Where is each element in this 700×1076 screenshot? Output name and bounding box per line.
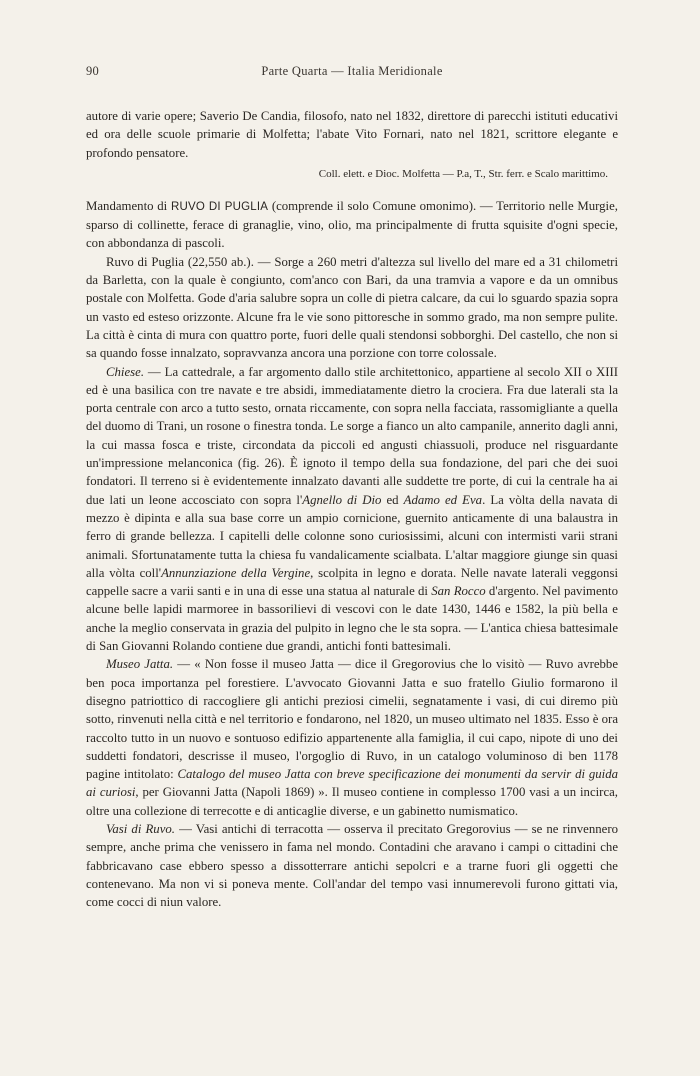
chiese-italic-agnello: Agnello di Dio xyxy=(302,492,382,507)
paragraph-chiese xyxy=(86,363,618,656)
paragraph-notable-people: autore di varie opere; Saverio De Candia, filosofo, nato nel 1832, direttore di parecchi istituti educativi ed ora delle scuole primarie di Molfetta; l'abate Vito Fornari, nato nel 1821, scrittore elegante e profondo pensatore. xyxy=(86,109,618,160)
chiese-italic-adamo: Adamo ed Eva xyxy=(403,492,483,507)
chiese-text-1: — La cattedrale, a far argomento dallo stile architettonico, appartiene al secolo XII o XIII ed è una basilica con tre navate e tre absidi, immediatamente dietro la crociera. Fra due laterali sta la porta centrale con arco a tutto sesto, ornata riccamente, con sopra nella facciata, rassomigliante a quella del duomo di Trani, un rosone o finestra tonda. Le sorge a fianco un alto campanile, annerito dagli anni, la cui massa fosca e triste, circondata da piccoli ed angusti chiassuoli, produce nel risguardante un'impressione melanconica (fig. 26). È ignoto il tempo della sua fondazione, del pari che dei suoi fondatori. Il terreno si è evidentemente innalzato davanti alle suddette tre porte, di cui la centrale ha ai due lati un leone accosciato con sopra l' xyxy=(86,364,618,507)
chiese-text-4: , scolpita in legno e dorata. Nelle navate laterali veggonsi cappelle sacre a varii santi e in una di esse una statua al naturale di xyxy=(86,565,618,599)
mandamento-lead: Mandamento di xyxy=(86,198,171,213)
museo-italic-catalogo: Catalogo del museo Jatta con breve specificazione dei monumenti da servir di guida ai curiosi xyxy=(86,767,618,800)
running-head xyxy=(86,64,618,82)
chiese-text-5: d'argento. Nel pavimento alcune belle lapidi marmoree in bassorilievi di vescovi con le date 1430, 1446 e 1582, la più bella e anche la meglio conservata in grazia del pulpito in legno che le sta sopra. — L'antica chiesa battesimale di San Giovanni Rolando contiene due grandi, antichi fonti battesimali. xyxy=(86,584,618,654)
paragraph-vasi-di-ruvo xyxy=(86,820,618,911)
chiese-italic-annunziazione: Annunziazione della Vergine xyxy=(161,565,311,580)
section-heading-vasi: Vasi di Ruvo. xyxy=(106,821,175,836)
page-number: 90 xyxy=(86,64,100,78)
chiese-text-2: ed xyxy=(381,492,404,507)
electoral-info-line: Coll. elett. e Dioc. Molfetta — P.a, T., Str. ferr. e Scalo marittimo. xyxy=(318,167,608,180)
body-text xyxy=(86,107,618,911)
chiese-italic-san-rocco: San Rocco xyxy=(431,584,486,599)
paragraph-ruvo-town: Ruvo di Puglia (22,550 ab.). — Sorge a 260 metri d'altezza sul livello del mare ed a 31 chilometri da Barletta, con la quale è congiunto, com'anco con Bari, da una tramvia a vapore e da un omnibus postale con Molfetta. Gode d'aria salubre sopra un colle di pietra calcare, da cui lo sguardo spazia sopra un vasto ed esteso orizzonte. Alcune fra le vie sono pittoresche in sommo grado, ma non sempre pulite. La città è cinta di mura con quattro porte, fuori delle quali stendonsi sobborghi. Del castello, che non si sa quando fosse innalzato, sopravvanza ancora una porzione con torre colossale. xyxy=(86,254,618,361)
museo-text-2: , per Giovanni Jatta (Napoli 1869) ». Il museo contiene in complesso 1700 vasi a un incirca, oltre una collezione di terrecotte e di anticaglie diverse, e un gabinetto numismatico. xyxy=(86,785,618,818)
museo-text-1: — « Non fosse il museo Jatta — dice il Gregorovius che lo visitò — Ruvo avrebbe ben poca importanza pel forestiere. L'avvocato Giovanni Jatta e suo fratello Giulio formarono il disegno patriottico di raccogliere gli antichi preziosi cimelii, segnatamente i vasi, di cui diremo più sotto, rinvenuti nella città e nel territorio e fondarono, nel 1820, un museo ultimato nel 1835. Esso è ora raccolto tutto in un nuovo e sontuoso edifizio appartenente alla famiglia, il cui capo, nipote di uno dei suddetti fondatori, descrisse il museo, l'orgoglio di Ruvo, in un catalogo voluminoso di ben 1178 pagine intitolato: xyxy=(86,657,619,782)
paragraph-mandamento xyxy=(86,197,618,253)
section-heading-chiese: Chiese. xyxy=(106,364,145,379)
mandamento-description: (comprende il solo Comune omonimo). — Territorio nelle Murgie, sparso di collinette, ferace di granaglie, vino, olio, ma principalmente di frutta squisite d'ogni specie, con abbondanza di pascoli. xyxy=(86,198,618,251)
running-head-title: Parte Quarta — Italia Meridionale xyxy=(261,64,443,78)
mandamento-name: RUVO DI PUGLIA xyxy=(170,200,269,213)
chiese-text-3: . La vòlta della navata di mezzo è dipinta e alla sua base corre un ampio cornicione, guernito anticamente di una balaustra in ferro di grande bellezza. I capitelli delle colonne sono curiosissimi, alcuni con intermisti varii strani animali. Sfortunatamente tutta la chiesa fu vandalicamente scialbata. L'altar maggiore giunge sin quasi alla vòlta coll' xyxy=(86,492,618,580)
vasi-text-1: — Vasi antichi di terracotta — osserva il precitato Gregorovius — se ne rinvennero sempre, anche prima che venissero in fama nel mondo. Contadini che aravano i campi o cittadini che fabbricavano case ebbero spesso a dissotterrare antichi sepolcri e a trarne fuori gli oggetti che contenevano. Ma non vi si poneva mente. Coll'andar del tempo vasi innumerevoli furono gittati via, come cocci di niun valore. xyxy=(86,821,618,910)
section-heading-museo: Museo Jatta. xyxy=(106,657,174,672)
paragraph-museo-jatta xyxy=(86,655,618,820)
